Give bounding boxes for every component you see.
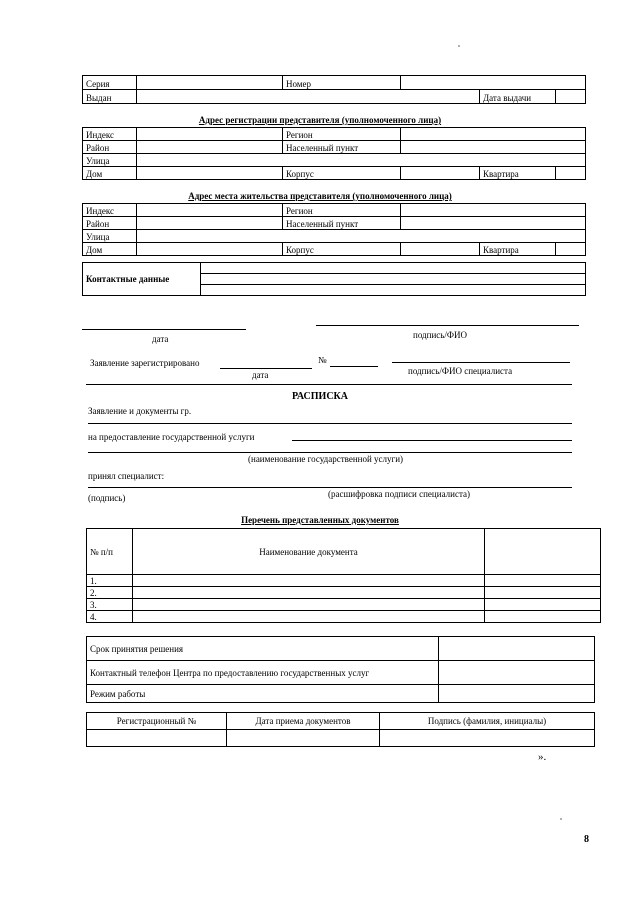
deadline-field[interactable] [439,637,595,661]
contacts-field-3[interactable] [201,285,586,296]
reg-house-field[interactable] [137,167,283,180]
live-region-label: Регион [283,204,401,217]
registered-sign-caption: подпись/ФИО специалиста [408,366,513,376]
live-locality-label: Населенный пункт [283,217,401,230]
reg-house-label: Дом [83,167,137,180]
live-region-field[interactable] [401,204,586,217]
reg-number-header: Регистрационный № [87,713,227,730]
reg-sign-header: Подпись (фамилия, инициалы) [380,713,595,730]
scan-speck [458,45,460,47]
reg-index-field[interactable] [137,128,283,141]
reg-building-label: Корпус [283,167,401,180]
service-line-2[interactable] [88,452,572,453]
doc-row-name[interactable] [133,587,485,599]
reg-index-label: Индекс [83,128,137,141]
phone-field[interactable] [439,661,595,685]
live-flat-label: Квартира [480,243,556,256]
live-house-label: Дом [83,243,137,256]
contacts-table [82,262,586,296]
live-district-field[interactable] [137,217,283,230]
live-flat-field[interactable] [556,243,586,256]
reg-address-table [82,127,586,180]
issued-field[interactable] [137,90,480,104]
registered-date-caption: дата [252,370,269,380]
doc-row-num: 2. [87,587,133,599]
reg-sign-field[interactable] [380,730,595,747]
live-index-label: Индекс [83,204,137,217]
closing-quote: ». [538,751,547,763]
registered-date-line[interactable] [220,368,312,369]
contacts-label: Контактные данные [83,263,201,296]
docs-from-line[interactable] [88,423,572,424]
doc-row-num: 1. [87,575,133,587]
live-building-field[interactable] [401,243,480,256]
reg-table [86,712,595,747]
reg-district-label: Район [83,141,137,154]
live-index-field[interactable] [137,204,283,217]
col-extra-header [485,529,601,575]
live-street-label: Улица [83,230,137,243]
doc-row-extra[interactable] [485,587,601,599]
doc-row-extra[interactable] [485,575,601,587]
date-caption: дата [152,334,169,344]
registered-sign-line[interactable] [392,362,570,363]
number-label: Номер [283,76,401,90]
live-building-label: Корпус [283,243,401,256]
series-field[interactable] [137,76,283,90]
reg-region-label: Регион [283,128,401,141]
doc-row-name[interactable] [133,575,485,587]
reg-street-field[interactable] [137,154,586,167]
contacts-field-1[interactable] [201,263,586,274]
issue-date-field[interactable] [556,90,586,104]
registered-number-line[interactable] [330,366,378,367]
doc-row-extra[interactable] [485,611,601,623]
doc-row-num: 3. [87,599,133,611]
reg-number-field[interactable] [87,730,227,747]
passport-table [82,75,586,104]
reg-address-title: Адрес регистрации представителя (уполномоченного лица) [198,115,442,125]
registered-number-sign: № [318,355,327,365]
deadline-label: Срок принятия решения [87,637,439,661]
sign-caption: (подпись) [88,493,126,503]
doc-row-num: 4. [87,611,133,623]
accepted-line[interactable] [88,487,572,488]
live-locality-field[interactable] [401,217,586,230]
service-prefix: на предоставление государственной услуги [88,432,255,442]
reg-flat-field[interactable] [556,167,586,180]
col-name-header: Наименование документа [133,529,485,575]
service-caption: (наименование государственной услуги) [248,454,404,464]
date-line[interactable] [82,329,246,330]
reg-street-label: Улица [83,154,137,167]
reg-locality-label: Населенный пункт [283,141,401,154]
reg-date-field[interactable] [227,730,380,747]
page-number: 8 [584,834,589,845]
sign-fio-line[interactable] [316,325,579,326]
service-line-1[interactable] [292,440,572,441]
issued-label: Выдан [83,90,137,104]
live-address-title: Адрес места жительства представителя (уполномоченного лица) [188,191,452,201]
docs-from-label: Заявление и документы гр. [88,406,192,416]
doc-row-name[interactable] [133,611,485,623]
docs-list-table [86,528,601,623]
contacts-field-2[interactable] [201,274,586,285]
accepted-label: принял специалист: [88,471,165,481]
sign-fio-caption: подпись/ФИО [413,330,467,340]
info-table [86,636,595,703]
live-street-field[interactable] [137,230,586,243]
registered-label: Заявление зарегистрировано [90,358,200,368]
hours-label: Режим работы [87,685,439,703]
live-address-table [82,203,586,256]
live-district-label: Район [83,217,137,230]
series-label: Серия [83,76,137,90]
receipt-title: РАСПИСКА [291,391,349,402]
reg-region-field[interactable] [401,128,586,141]
reg-district-field[interactable] [137,141,283,154]
docs-list-title: Перечень представленных документов [241,515,399,525]
reg-building-field[interactable] [401,167,480,180]
reg-date-header: Дата приема документов [227,713,380,730]
number-field[interactable] [401,76,586,90]
decode-caption: (расшифровка подписи специалиста) [328,489,470,499]
phone-label: Контактный телефон Центра по предоставлению государственных услуг [87,661,439,685]
doc-row-extra[interactable] [485,599,601,611]
live-house-field[interactable] [137,243,283,256]
reg-flat-label: Квартира [480,167,556,180]
scan-speck [560,818,562,820]
hours-field[interactable] [439,685,595,703]
col-num-header: № п/п [87,529,133,575]
doc-row-name[interactable] [133,599,485,611]
reg-locality-field[interactable] [401,141,586,154]
divider-line [86,384,572,385]
issue-date-label: Дата выдачи [480,90,556,104]
